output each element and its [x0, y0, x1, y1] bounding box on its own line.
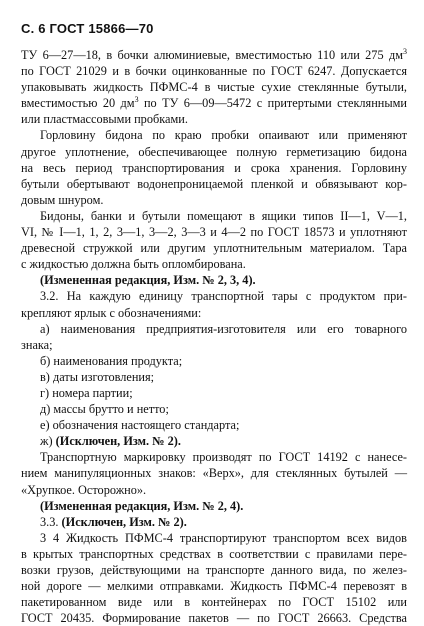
text-line: на весь период транспортирования и срока хранения. Горловину: [21, 160, 407, 175]
text-line: ГОСТ 20435. Формирование пакетов — по ГОСТ 26663. Средства: [21, 611, 407, 626]
text-line: бутыли обертывают водонепроницаемой пленкой и обвязывают кор-: [21, 176, 407, 191]
text-line: ной дороге — мелкими отправками. Жидкость ПФМС-4 перевозят в: [21, 579, 407, 594]
text-line: «Хрупкое. Осторожно».: [21, 482, 147, 497]
revision-note: (Измененная редакция, Изм. № 2, 3, 4).: [40, 273, 256, 288]
page-header: С. 6 ГОСТ 15866—70: [21, 21, 154, 36]
superscript: 3: [403, 46, 407, 56]
document-body: [21, 47, 407, 626]
text-line: нием манипуляционных знаков: «Верх», для стеклянных бутылей —: [21, 466, 407, 481]
section-3-4: 3 4 Жидкость ПФМС-4 транспортируют транспортом всех видов: [40, 530, 407, 545]
text-line: VI, № I—1, 1, 2, 3—1, 3—2, 3—3 и 4—2 по ГОСТ 18573 и уплотняют: [21, 225, 407, 240]
text-line: с жидкостью должна быть опломбирована.: [21, 257, 246, 272]
text-line: древесной стружкой или другим уплотнительным материалом. Тара: [21, 241, 407, 256]
text-line: [21, 47, 407, 63]
excluded-note: (Исключен, Изм. № 2).: [61, 514, 187, 529]
list-item-b: б) наименования продукта;: [40, 353, 183, 368]
text-line: крепляют ярлык с обозначениями:: [21, 305, 202, 320]
list-item-v: в) даты изготовления;: [40, 369, 155, 384]
text-fragment: по ТУ 6—09—5472 с притертыми стеклянными: [138, 96, 407, 111]
list-item-g: г) номера партии;: [40, 385, 133, 400]
list-item-zh: [21, 433, 407, 449]
text-fragment: вместимостью 20 дм: [21, 96, 135, 111]
text-line: Бидоны, банки и бутыли помещают в ящики типов II—1, V—1,: [40, 208, 407, 223]
superscript: 3: [134, 95, 139, 105]
text-line: довым шнуром.: [21, 192, 104, 207]
list-item-d: д) массы брутто и нетто;: [40, 402, 169, 417]
text-line: возки грузов, действующими на транспорте данного вида, по желез-: [21, 563, 407, 577]
list-item-e: е) обозначения настоящего стандарта;: [40, 418, 240, 433]
text-fragment: 3.3.: [40, 514, 62, 529]
text-fragment: ж): [40, 434, 56, 449]
text-line: Горловину бидона по краю пробки опаивают или применяют: [40, 128, 407, 143]
text-line: по ГОСТ 21029 и в бочки оцинкованные по ГОСТ 6247. Допускается: [21, 64, 407, 79]
text-line: или пластмассовыми пробками.: [21, 112, 188, 127]
section-3-3: [21, 514, 407, 530]
text-line: знака;: [21, 337, 53, 352]
list-item-a: а) наименования предприятия-изготовителя или его товарного: [40, 321, 407, 336]
text-line: другое уплотнение, обеспечивающее полную герметизацию бидона: [21, 144, 407, 159]
revision-note: (Измененная редакция, Изм. № 2, 4).: [40, 498, 244, 513]
section-3-2: 3.2. На каждую единицу транспортной тары с продуктом при-: [40, 289, 407, 304]
text-fragment: ТУ 6—27—18, в бочки алюминиевые, вместимостью 110 или 275 дм: [21, 48, 403, 62]
text-line: Транспортную маркировку производят по ГОСТ 14192 с нанесе-: [40, 450, 407, 465]
text-line: в крытых транспортных средствах в соответствии с правилами пере-: [21, 546, 407, 561]
text-line: пакетированном виде или в контейнерах по ГОСТ 15102 или: [21, 595, 407, 610]
text-line: упаковывать жидкость ПФМС-4 в чистые сухие стеклянные бутыли,: [21, 80, 407, 95]
excluded-note: (Исключен, Изм. № 2).: [55, 434, 181, 449]
text-line: [21, 95, 407, 111]
